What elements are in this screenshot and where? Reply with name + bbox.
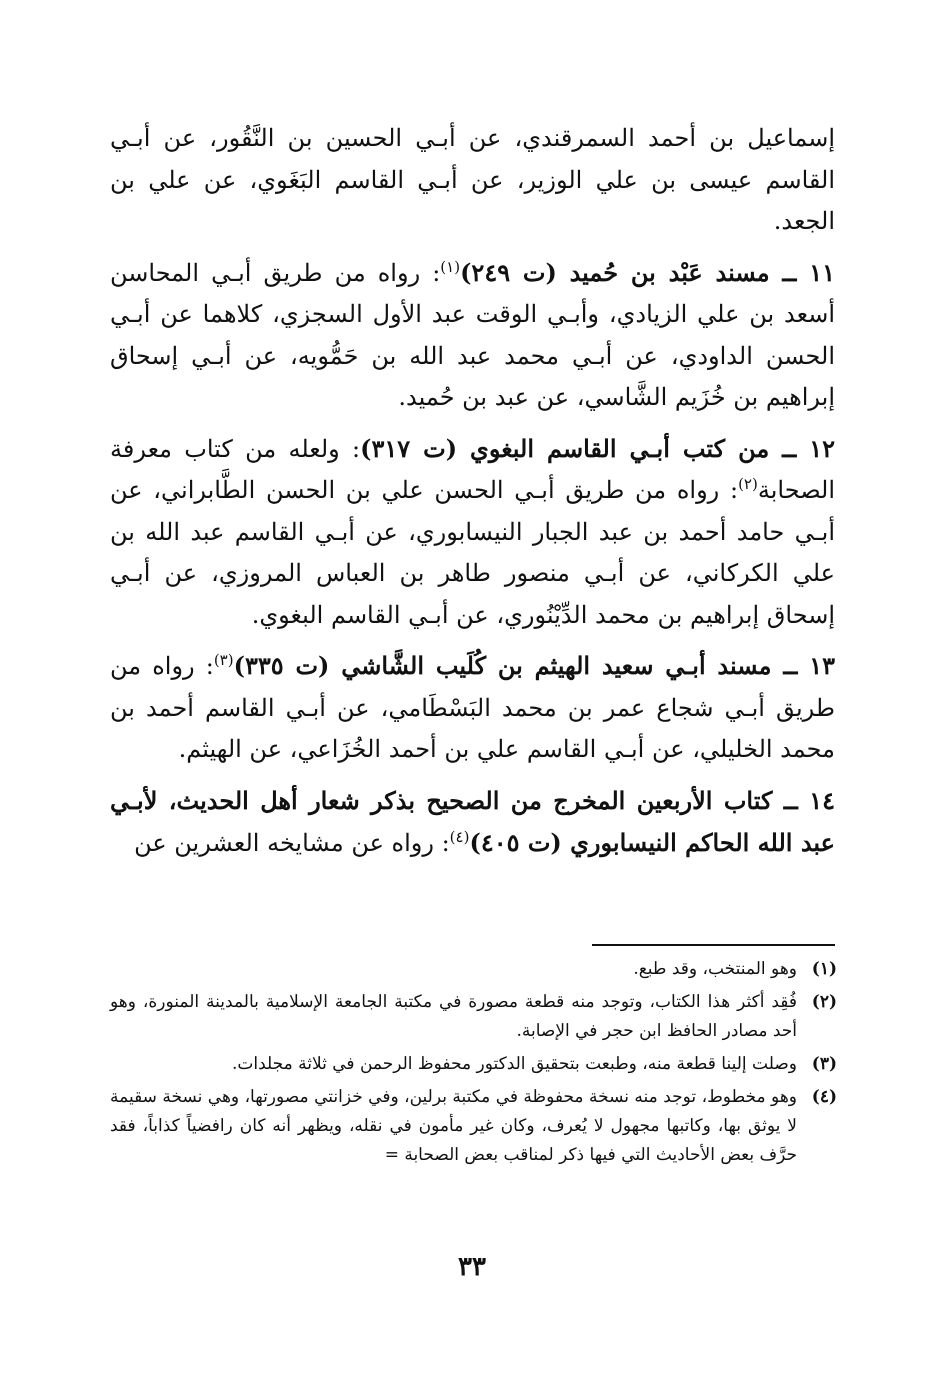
entry-text: : رواه من طريق أبـي المحاسن أسعد بن علي الزيادي، وأبـي الوقت عبد الأول السجزي، كلاهما عن أبـي الحسن الداودي، عن أبـي محمد عبد الله بن حَمُّويه، عن أبـي إسحاق إبراهيم بن خُزَيم الشَّاسي، عن عبد بن حُميد. — [110, 258, 835, 411]
footnote-item — [110, 1050, 837, 1079]
footnote-ref: (١) — [440, 257, 461, 276]
footnote-text: وصلت إلينا قطعة منه، وطبعت بتحقيق الدكتور محفوظ الرحمن في ثلاثة مجلدات. — [231, 1054, 797, 1074]
main-text — [110, 118, 835, 865]
footnote-ref: (٢) — [738, 475, 758, 493]
footnote-ref: (٣) — [213, 651, 234, 669]
entry-heading: ١٤ ــ كتاب الأربعين المخرج من الصحيح بذكر شعار أهل الحديث، لأبـي عبد الله الحاكم النيسابوري (ت ٤٠٥) — [110, 785, 835, 857]
footnote-text: فُقِد أكثر هذا الكتاب، وتوجد منه قطعة مصورة في مكتبة الجامعة الإسلامية بالمدينة المنورة، وهو أحد مصادر الحافظ ابن حجر في الإصابة. — [110, 992, 797, 1041]
footnote-item — [110, 988, 837, 1046]
entry-text: : رواه عن مشايخه العشرين عن — [134, 829, 450, 857]
paragraph-entry-13 — [110, 645, 835, 771]
footnote-number: (٤) — [811, 1087, 837, 1107]
paragraph-text: إسماعيل بن أحمد السمرقندي، عن أبـي الحسين بن النَّقُور، عن أبـي القاسم عيسى بن علي الوزير، عن أبـي القاسم البَغَوي، عن علي بن الجعد. — [110, 124, 835, 235]
entry-text: : رواه من طريق أبـي شجاع عمر بن محمد البَسْطَامي، عن أبـي القاسم أحمد بن محمد الخليلي، عن أبـي القاسم علي بن أحمد الخُزَاعي، عن الهيثم. — [110, 652, 835, 763]
footnote-ref: (٤) — [449, 828, 470, 846]
entry-heading: ١٣ ــ مسند أبـي سعيد الهيثم بن كُلَيب الشَّاشي (ت ٣٣٥) — [233, 651, 836, 680]
footnote-number: (٣) — [811, 1054, 837, 1074]
footnote-divider — [592, 944, 835, 946]
entry-text: : ولعله من كتاب معرفة الصحابة — [110, 434, 835, 504]
footnote-number: (١) — [811, 959, 837, 979]
paragraph-entry-11 — [110, 252, 835, 419]
footnote-text: وهو مخطوط، توجد منه نسخة محفوظة في مكتبة برلين، وفي خزانتي مصورتها، وهي نسخة سقيمة لا يوثق بها، وكاتبها مجهول لا يُعرف، وكان غير مأمون في نقله، ويظهر أنه كان رافضياً كذاباً، فقد حرَّف بعض الأحاديث التي فيها ذكر لمناقب بعض الصحابة = — [110, 1087, 797, 1165]
paragraph-entry-12 — [110, 428, 835, 637]
entry-heading: ١١ ــ مسند عَبْد بن حُميد (ت ٢٤٩) — [460, 257, 835, 287]
footnotes — [110, 955, 837, 1174]
footnote-item — [110, 955, 837, 984]
paragraph-continuation — [110, 118, 835, 243]
entry-heading: ١٢ ــ من كتب أبـي القاسم البغوي (ت ٣١٧) — [360, 433, 835, 463]
page-number: ٣٣ — [458, 1252, 486, 1282]
entry-text: : رواه من طريق أبـي الحسن علي بن الحسن الطَّابراني، عن أبـي حامد أحمد بن عبد الجبار النيسابوري، عن أبـي القاسم عبد الله بن علي الكركاني، عن أبـي منصور طاهر بن العباس المروزي، عن أبـي إسحاق إبراهيم بن محمد الدِّيْنُوري، عن أبـي القاسم البغوي. — [110, 476, 835, 629]
paragraph-entry-14 — [110, 780, 835, 865]
footnote-text: وهو المنتخب، وقد طبع. — [633, 959, 797, 979]
footnote-number: (٢) — [811, 992, 837, 1012]
footnote-item — [110, 1083, 837, 1170]
